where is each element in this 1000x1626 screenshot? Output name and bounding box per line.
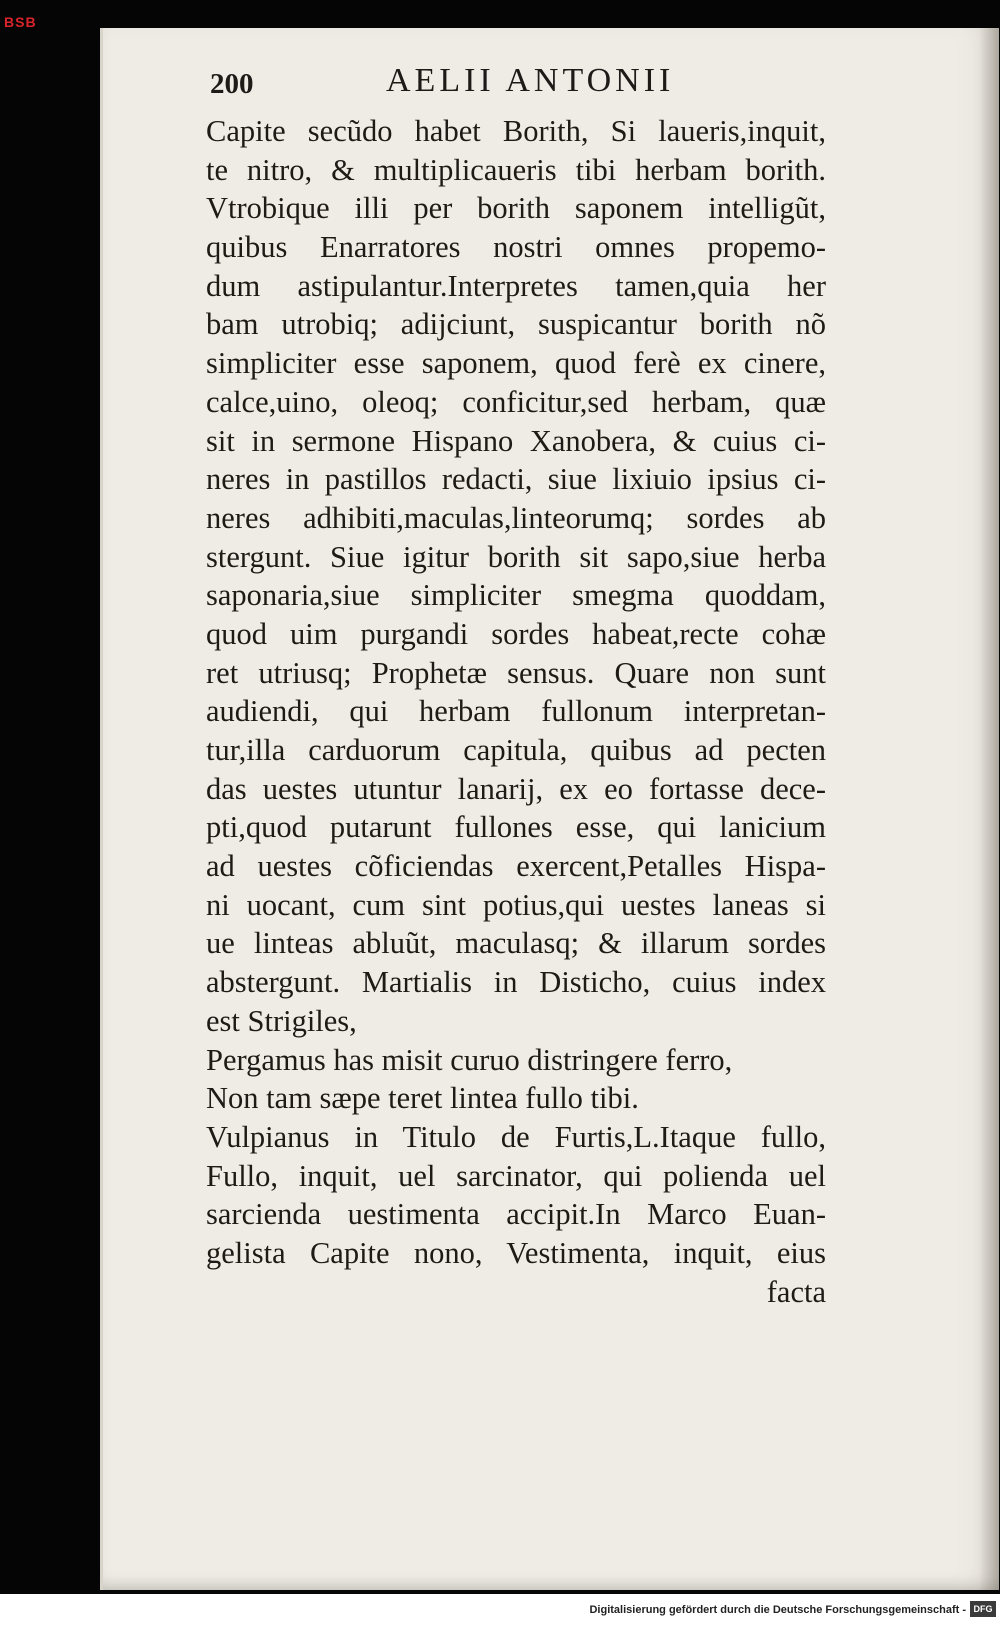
text-line: tur,illa carduorum capitula, quibus ad pecten: [206, 733, 826, 767]
bsb-logo: BSB: [4, 14, 37, 30]
text-line: Vtrobique illi per borith saponem intelligũt,: [206, 191, 826, 226]
text-line: Capite secũdo habet Borith, Si laueris,inquit,: [206, 114, 826, 148]
text-line: bam utrobiq; adijciunt, suspicantur borith nõ: [206, 307, 826, 342]
page-gutter-shadow: [979, 28, 999, 1590]
text-line: abstergunt. Martialis in Disticho, cuius index: [206, 965, 826, 1000]
text-line: te nitro, & multiplicaueris tibi herbam borith.: [206, 152, 826, 187]
text-line: neres adhibiti,maculas,linteorumq; sordes ab: [206, 500, 826, 535]
page-number: 200: [210, 68, 254, 100]
header-title: AELII ANTONII: [386, 62, 675, 99]
text-line: pti,quod putarunt fullones esse, qui lanicium: [206, 810, 826, 845]
text-line: calce,uino, oleoq; conficitur,sed herbam, quæ: [206, 384, 826, 419]
verse-line: Non tam sæpe teret lintea fullo tibi.: [206, 1081, 639, 1116]
text-line: simpliciter esse saponem, quod ferè ex cinere,: [206, 346, 826, 381]
text-line: das uestes utuntur lanarij, ex eo fortasse dece-: [206, 771, 826, 806]
text-line: ni uocant, cum sint potius,qui uestes laneas si: [206, 887, 826, 922]
catchword: facta: [766, 1274, 826, 1309]
text-line: Fullo, inquit, uel sarcinator, qui polienda uel: [206, 1158, 826, 1193]
text-line: ue linteas abluũt, maculasq; & illarum sordes: [206, 926, 826, 961]
text-line: audiendi, qui herbam fullonum interpretan-: [206, 694, 826, 729]
text-block: [206, 112, 826, 1311]
text-line: Vulpianus in Titulo de Furtis,L.Itaque fullo,: [206, 1119, 826, 1154]
text-line: stergunt. Siue igitur borith sit sapo,siue herba: [206, 539, 826, 574]
text-line: dum astipulantur.Interpretes tamen,quia her: [206, 268, 826, 303]
text-line: sarcienda uestimenta accipit.In Marco Euan-: [206, 1197, 826, 1232]
footer-bar: [0, 1594, 1000, 1626]
text-line: quod uim purgandi sordes habeat,recte cohæ: [206, 616, 826, 651]
text-line: ret utriusq; Prophetæ sensus. Quare non sunt: [206, 655, 826, 690]
text-line: gelista Capite nono, Vestimenta, inquit, eius: [206, 1235, 826, 1270]
text-line: saponaria,siue simpliciter smegma quoddam,: [206, 578, 826, 613]
text-line: neres in pastillos redacti, siue lixiuio ipsius ci-: [206, 462, 826, 497]
text-line: est Strigiles,: [206, 1003, 357, 1038]
funding-credit: Digitalisierung gefördert durch die Deutsche Forschungsgemeinschaft -: [589, 1604, 966, 1616]
text-line: ad uestes cõficiendas exercent,Petalles Hispa-: [206, 849, 826, 884]
dfg-logo: DFG: [970, 1601, 996, 1617]
verse-line: Pergamus has misit curuo distringere ferro,: [206, 1042, 733, 1077]
text-line: quibus Enarratores nostri omnes propemo-: [206, 230, 826, 265]
text-line: sit in sermone Hispano Xanobera, & cuius ci-: [206, 423, 826, 458]
running-head: [210, 62, 820, 112]
